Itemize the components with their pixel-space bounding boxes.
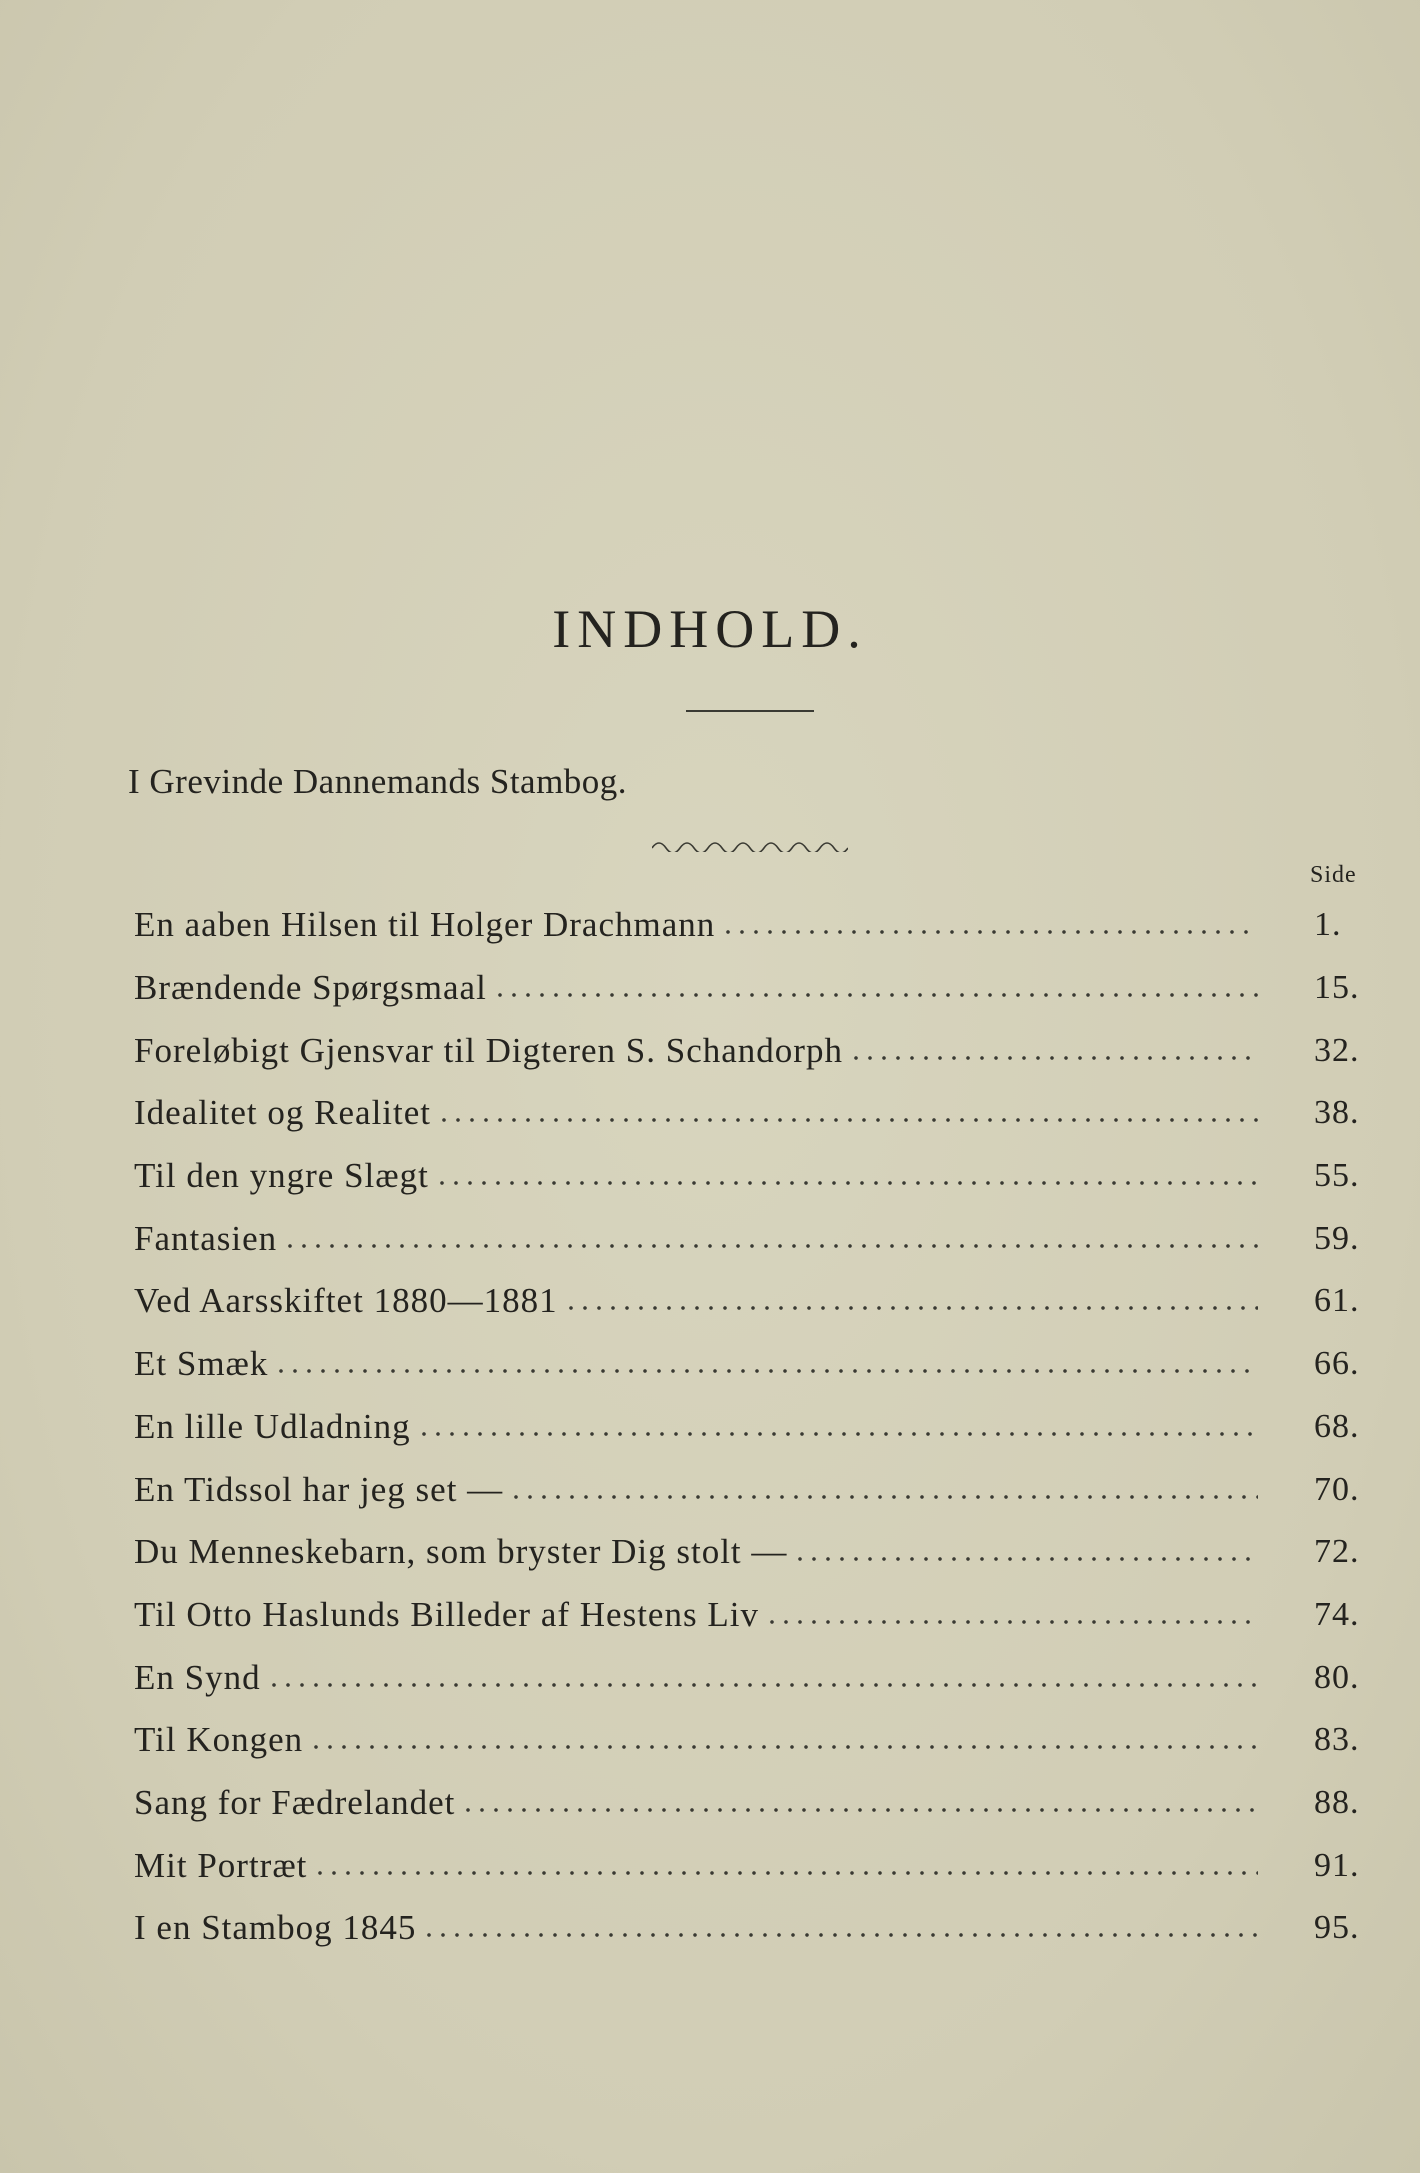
dot-leader xyxy=(274,1367,1258,1375)
toc-entry-page: 55. xyxy=(1314,1157,1360,1195)
page-title: INDHOLD. xyxy=(552,599,868,659)
toc-entry-title: Et Smæk xyxy=(134,1344,269,1384)
toc-entry-page: 95. xyxy=(1314,1909,1360,1947)
dot-leader xyxy=(422,1931,1258,1939)
toc-entry-page: 80. xyxy=(1314,1658,1360,1696)
toc-entry-title: Brændende Spørgsmaal xyxy=(134,968,487,1008)
dot-leader xyxy=(765,1618,1258,1626)
toc-entry-page: 61. xyxy=(1314,1282,1360,1320)
dot-leader xyxy=(564,1304,1258,1312)
toc-entry xyxy=(134,1897,1374,1960)
toc-entry-page: 74. xyxy=(1314,1595,1360,1633)
toc-entry-page: 91. xyxy=(1314,1846,1360,1884)
dot-leader xyxy=(283,1242,1258,1250)
toc-entry-title: Idealitet og Realitet xyxy=(134,1093,432,1133)
toc-entry-title: En aaben Hilsen til Holger Drachmann xyxy=(134,905,716,945)
toc-entry-page: 38. xyxy=(1314,1094,1360,1132)
dot-leader xyxy=(509,1493,1258,1501)
page-column-label: Side xyxy=(1310,862,1357,888)
toc-entry-page: 88. xyxy=(1314,1783,1360,1821)
toc-entry xyxy=(134,894,1374,957)
toc-entry xyxy=(134,957,1374,1020)
toc-entry-title: Sang for Fædrelandet xyxy=(134,1782,456,1822)
dot-leader xyxy=(793,1555,1258,1563)
toc-entry-page: 59. xyxy=(1314,1219,1360,1257)
toc-entry xyxy=(134,1396,1374,1459)
dot-leader xyxy=(493,991,1258,999)
toc-entry-page: 66. xyxy=(1314,1345,1360,1383)
toc-entry-title: En Synd xyxy=(134,1657,261,1697)
dot-leader xyxy=(849,1054,1258,1062)
dot-leader xyxy=(417,1430,1258,1438)
table-of-contents xyxy=(134,894,1374,1960)
toc-entry xyxy=(134,1709,1374,1772)
toc-entry xyxy=(134,1772,1374,1835)
section-title: I Grevinde Dannemands Stambog. xyxy=(128,762,628,801)
toc-entry-title: Du Menneskebarn, som bryster Dig stolt — xyxy=(134,1532,788,1572)
toc-entry-title: En Tidssol har jeg set — xyxy=(134,1469,504,1509)
toc-entry-page: 32. xyxy=(1314,1031,1360,1069)
dot-leader xyxy=(721,928,1258,936)
wave-ornament xyxy=(652,838,848,852)
dot-leader xyxy=(309,1743,1258,1751)
toc-entry xyxy=(134,1145,1374,1208)
toc-entry-title: Foreløbigt Gjensvar til Digteren S. Schandorph xyxy=(134,1030,843,1070)
toc-entry xyxy=(134,1458,1374,1521)
toc-entry xyxy=(134,1019,1374,1082)
toc-entry xyxy=(134,1521,1374,1584)
toc-entry-title: Til Otto Haslunds Billeder af Hestens Liv xyxy=(134,1594,759,1634)
toc-entry-page: 68. xyxy=(1314,1407,1360,1445)
toc-entry-title: Til den yngre Slægt xyxy=(134,1156,429,1196)
toc-entry-title: Fantasien xyxy=(134,1218,278,1258)
toc-entry xyxy=(134,1082,1374,1145)
toc-entry-title: En lille Udladning xyxy=(134,1406,411,1446)
toc-entry xyxy=(134,1270,1374,1333)
dot-leader xyxy=(437,1116,1258,1124)
dot-leader xyxy=(267,1681,1258,1689)
toc-entry xyxy=(134,1207,1374,1270)
toc-entry-page: 70. xyxy=(1314,1470,1360,1508)
toc-entry-title: Ved Aarsskiftet 1880—1881 xyxy=(134,1281,558,1321)
toc-entry xyxy=(134,1834,1374,1897)
toc-entry-title: Mit Portræt xyxy=(134,1845,308,1885)
toc-entry-page: 1. xyxy=(1314,906,1342,944)
dot-leader xyxy=(461,1806,1258,1814)
toc-entry-page: 15. xyxy=(1314,969,1360,1007)
toc-entry xyxy=(134,1333,1374,1396)
dot-leader xyxy=(435,1179,1258,1187)
toc-entry-page: 83. xyxy=(1314,1721,1360,1759)
toc-entry-page: 72. xyxy=(1314,1533,1360,1571)
toc-entry-title: I en Stambog 1845 xyxy=(134,1908,417,1948)
toc-entry xyxy=(134,1584,1374,1647)
toc-entry xyxy=(134,1646,1374,1709)
title-rule xyxy=(686,710,814,712)
dot-leader xyxy=(313,1869,1258,1877)
toc-entry-title: Til Kongen xyxy=(134,1720,304,1760)
